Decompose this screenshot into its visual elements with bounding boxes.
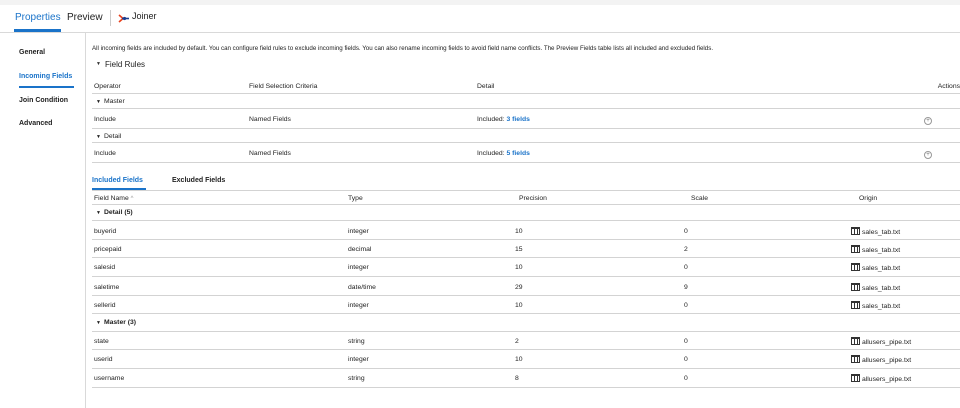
group-row-detail[interactable] xyxy=(92,205,960,221)
field-name: state xyxy=(94,338,109,345)
table-row[interactable] xyxy=(92,221,960,240)
rule-criteria: Named Fields xyxy=(249,150,291,157)
col-field-selection-criteria: Field Selection Criteria xyxy=(249,83,318,90)
field-precision: 29 xyxy=(515,284,523,291)
group-row-detail[interactable] xyxy=(92,129,960,143)
table-icon xyxy=(851,227,860,235)
group-label: Master xyxy=(103,98,125,105)
tab-properties[interactable]: Properties xyxy=(15,12,61,23)
field-name: userid xyxy=(94,356,113,363)
field-origin: allusers_pipe.txt xyxy=(862,376,912,383)
tab-separator xyxy=(110,10,111,26)
field-origin: sales_tab.txt xyxy=(862,265,901,272)
rule-detail-link[interactable]: 3 fields xyxy=(506,116,530,123)
field-origin: sales_tab.txt xyxy=(862,247,901,254)
rule-detail-prefix: Included: xyxy=(477,150,507,157)
field-origin: allusers_pipe.txt xyxy=(862,357,912,364)
group-label: Detail xyxy=(103,133,122,140)
rule-operator: Include xyxy=(94,116,116,123)
col-field-name: Field Name xyxy=(94,195,129,202)
table-row[interactable] xyxy=(92,296,960,314)
description-text: All incoming fields are included by default. You can configure field rules to exclude incoming fields. You can also rename incoming fields to avoid field name conflicts. The Preview Fields table lists all included and excluded fields. xyxy=(92,45,714,52)
table-icon xyxy=(851,355,860,363)
sidebar-active-underline xyxy=(19,86,74,88)
table-row[interactable] xyxy=(92,369,960,388)
table-row[interactable] xyxy=(92,277,960,296)
col-detail: Detail xyxy=(477,83,495,90)
caret-down-icon: ▼ xyxy=(96,134,101,140)
rule-row[interactable] xyxy=(92,109,960,129)
rule-detail-prefix: Included: xyxy=(477,116,507,123)
field-type: integer xyxy=(348,356,369,363)
field-precision: 10 xyxy=(515,302,523,309)
table-icon xyxy=(851,301,860,309)
col-origin: Origin xyxy=(859,195,878,202)
caret-down-icon: ▼ xyxy=(96,210,101,216)
field-origin: allusers_pipe.txt xyxy=(862,339,912,346)
group-label: Master (3) xyxy=(103,319,137,326)
field-type: integer xyxy=(348,264,369,271)
sidebar-item-incoming-fields[interactable]: Incoming Fields xyxy=(19,73,73,80)
rule-criteria: Named Fields xyxy=(249,116,291,123)
table-row[interactable] xyxy=(92,350,960,369)
field-precision: 10 xyxy=(515,356,523,363)
col-operator: Operator xyxy=(94,83,121,90)
field-scale: 0 xyxy=(684,338,688,345)
field-name: username xyxy=(94,375,125,382)
sidebar xyxy=(0,33,86,408)
caret-down-icon[interactable]: ▼ xyxy=(96,61,101,67)
col-precision: Precision xyxy=(519,195,547,202)
field-rules-header xyxy=(92,77,960,94)
field-name: pricepaid xyxy=(94,246,122,253)
joiner-icon xyxy=(118,14,130,23)
col-actions: Actions xyxy=(937,83,960,90)
tab-preview[interactable]: Preview xyxy=(67,12,103,23)
field-type: decimal xyxy=(348,246,372,253)
table-icon xyxy=(851,245,860,253)
table-row[interactable] xyxy=(92,332,960,350)
field-scale: 0 xyxy=(684,302,688,309)
add-circle-icon[interactable]: + xyxy=(924,117,932,125)
sidebar-item-general[interactable]: General xyxy=(19,49,46,56)
field-scale: 2 xyxy=(684,246,688,253)
field-name: sellerid xyxy=(94,302,116,309)
field-scale: 0 xyxy=(684,356,688,363)
main-panel xyxy=(92,33,960,408)
field-scale: 0 xyxy=(684,264,688,271)
field-precision: 10 xyxy=(515,228,523,235)
field-scale: 0 xyxy=(684,375,688,382)
table-row[interactable] xyxy=(92,240,960,258)
field-precision: 2 xyxy=(515,338,519,345)
field-origin: sales_tab.txt xyxy=(862,303,901,310)
transform-name: Joiner xyxy=(132,11,157,21)
tab-included-fields[interactable]: Included Fields xyxy=(92,177,143,184)
add-circle-icon[interactable]: + xyxy=(924,151,932,159)
field-type: integer xyxy=(348,228,369,235)
field-scale: 0 xyxy=(684,228,688,235)
table-icon xyxy=(851,374,860,382)
field-name: saletime xyxy=(94,284,120,291)
rule-detail-link[interactable]: 5 fields xyxy=(506,150,530,157)
col-type: Type xyxy=(348,195,363,202)
field-origin: sales_tab.txt xyxy=(862,285,901,292)
field-type: string xyxy=(348,338,365,345)
col-scale: Scale xyxy=(691,195,709,202)
top-tab-bar xyxy=(0,0,960,33)
field-type: string xyxy=(348,375,365,382)
field-rules-title[interactable]: Field Rules xyxy=(105,60,146,69)
rule-operator: Include xyxy=(94,150,116,157)
group-label: Detail (5) xyxy=(103,209,133,216)
rule-row[interactable] xyxy=(92,143,960,163)
table-icon xyxy=(851,283,860,291)
field-type: integer xyxy=(348,302,369,309)
sidebar-item-join-condition[interactable]: Join Condition xyxy=(19,97,68,104)
caret-down-icon: ▼ xyxy=(96,320,101,326)
field-precision: 10 xyxy=(515,264,523,271)
field-precision: 15 xyxy=(515,246,523,253)
field-name: salesid xyxy=(94,264,116,271)
tab-excluded-fields[interactable]: Excluded Fields xyxy=(172,177,226,184)
field-precision: 8 xyxy=(515,375,519,382)
field-name: buyerid xyxy=(94,228,117,235)
field-type: date/time xyxy=(348,284,376,291)
table-icon xyxy=(851,337,860,345)
sort-icon[interactable]: ^ xyxy=(130,196,134,202)
top-strip xyxy=(0,0,960,5)
sidebar-item-advanced[interactable]: Advanced xyxy=(19,120,53,127)
field-origin: sales_tab.txt xyxy=(862,229,901,236)
caret-down-icon: ▼ xyxy=(96,99,101,105)
table-icon xyxy=(851,263,860,271)
group-row-master[interactable] xyxy=(92,94,960,109)
group-row-master[interactable] xyxy=(92,314,960,332)
field-scale: 9 xyxy=(684,284,688,291)
table-row[interactable] xyxy=(92,258,960,277)
fields-table-header xyxy=(92,190,960,205)
tab-active-underline xyxy=(14,29,61,32)
